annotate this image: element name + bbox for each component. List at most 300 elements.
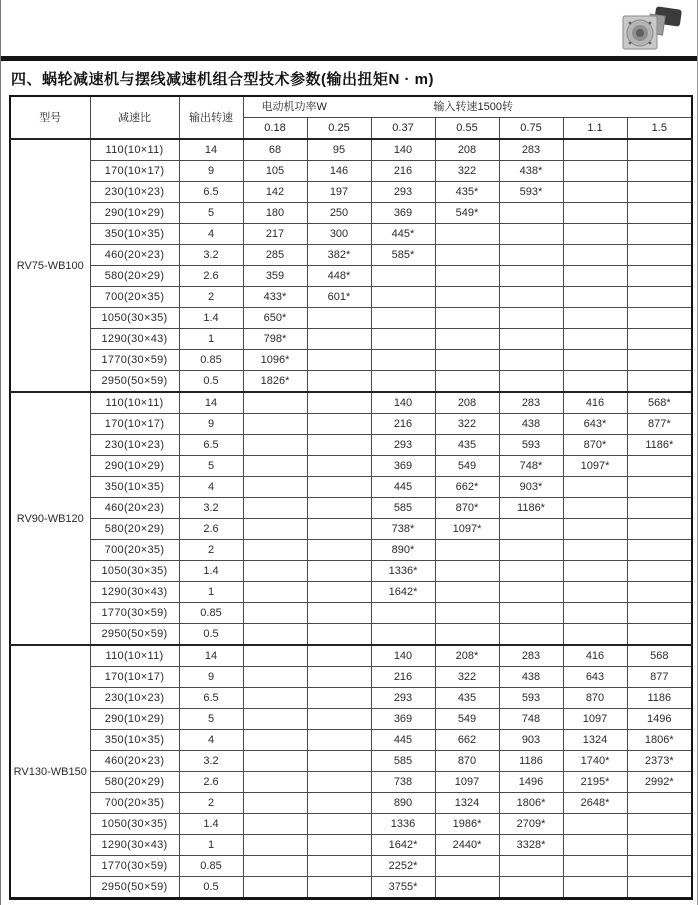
ratio-cell: 350(10×35) [90, 224, 179, 245]
torque-value-cell [307, 308, 371, 329]
torque-value-cell [435, 540, 499, 561]
torque-value-cell [243, 414, 307, 435]
output-speed-cell: 5 [179, 709, 243, 730]
output-speed-cell: 9 [179, 414, 243, 435]
torque-value-cell: 643* [563, 414, 627, 435]
torque-value-cell: 593 [499, 688, 563, 709]
table-row [10, 498, 692, 519]
torque-value-cell: 283 [499, 392, 563, 414]
torque-value-cell [371, 266, 435, 287]
torque-value-cell [627, 308, 692, 329]
output-speed-cell: 1 [179, 582, 243, 603]
header-power-0.18: 0.18 [243, 118, 307, 140]
torque-value-cell [307, 435, 371, 456]
torque-value-cell: 1740* [563, 751, 627, 772]
torque-value-cell [243, 582, 307, 603]
torque-value-cell: 601* [307, 287, 371, 308]
torque-value-cell [307, 498, 371, 519]
torque-value-cell [307, 582, 371, 603]
torque-value-cell [499, 266, 563, 287]
torque-value-cell [243, 877, 307, 899]
torque-value-cell [627, 139, 692, 161]
torque-value-cell: 1186* [627, 435, 692, 456]
torque-value-cell [563, 224, 627, 245]
torque-value-cell: 903* [499, 477, 563, 498]
ratio-cell: 290(10×29) [90, 709, 179, 730]
torque-value-cell [499, 582, 563, 603]
torque-value-cell [563, 561, 627, 582]
table-row [10, 730, 692, 751]
torque-value-cell [243, 772, 307, 793]
torque-value-cell [499, 203, 563, 224]
torque-value-cell [499, 329, 563, 350]
torque-value-cell: 283 [499, 139, 563, 161]
torque-value-cell [563, 308, 627, 329]
ratio-cell: 580(20×29) [90, 519, 179, 540]
torque-value-cell [563, 477, 627, 498]
output-speed-cell: 0.5 [179, 624, 243, 646]
table-row [10, 371, 692, 393]
table-row [10, 772, 692, 793]
torque-value-cell [627, 498, 692, 519]
torque-value-cell: 593* [499, 182, 563, 203]
torque-value-cell [435, 245, 499, 266]
torque-value-cell [243, 435, 307, 456]
torque-value-cell [563, 540, 627, 561]
torque-value-cell: 568* [627, 392, 692, 414]
ratio-cell: 700(20×35) [90, 287, 179, 308]
torque-value-cell: 140 [371, 645, 435, 667]
table-row [10, 139, 692, 161]
torque-value-cell [499, 287, 563, 308]
torque-value-cell: 322 [435, 667, 499, 688]
torque-value-cell [371, 329, 435, 350]
torque-value-cell: 197 [307, 182, 371, 203]
output-speed-cell: 0.5 [179, 371, 243, 393]
ratio-cell: 2950(50×59) [90, 371, 179, 393]
table-row [10, 161, 692, 182]
header-ratio: 减速比 [90, 96, 179, 139]
ratio-cell: 230(10×23) [90, 688, 179, 709]
torque-value-cell: 643 [563, 667, 627, 688]
torque-value-cell [627, 519, 692, 540]
torque-value-cell: 216 [371, 414, 435, 435]
torque-value-cell [371, 287, 435, 308]
torque-value-cell [563, 329, 627, 350]
output-speed-cell: 0.85 [179, 603, 243, 624]
torque-value-cell [307, 603, 371, 624]
table-row [10, 435, 692, 456]
torque-value-cell: 208* [435, 645, 499, 667]
torque-value-cell: 3755* [371, 877, 435, 899]
torque-value-cell [499, 877, 563, 899]
torque-value-cell [627, 203, 692, 224]
torque-value-cell: 585* [371, 245, 435, 266]
torque-value-cell: 433* [243, 287, 307, 308]
table-row [10, 519, 692, 540]
torque-value-cell [563, 624, 627, 646]
torque-value-cell [563, 835, 627, 856]
torque-value-cell: 1186 [499, 751, 563, 772]
output-speed-cell: 14 [179, 645, 243, 667]
torque-value-cell: 359 [243, 266, 307, 287]
torque-value-cell [243, 667, 307, 688]
torque-value-cell [243, 519, 307, 540]
output-speed-cell: 2 [179, 540, 243, 561]
torque-value-cell [563, 814, 627, 835]
torque-value-cell [563, 877, 627, 899]
ratio-cell: 290(10×29) [90, 203, 179, 224]
header-power-1.5: 1.5 [627, 118, 692, 140]
torque-value-cell [563, 350, 627, 371]
table-row [10, 456, 692, 477]
output-speed-cell: 2 [179, 793, 243, 814]
torque-value-cell [563, 161, 627, 182]
torque-value-cell [307, 856, 371, 877]
torque-value-cell: 1097 [435, 772, 499, 793]
torque-value-cell [243, 688, 307, 709]
torque-value-cell: 877 [627, 667, 692, 688]
table-row [10, 624, 692, 646]
torque-value-cell: 1324 [563, 730, 627, 751]
torque-value-cell: 1097 [563, 709, 627, 730]
torque-value-cell: 142 [243, 182, 307, 203]
torque-value-cell: 293 [371, 435, 435, 456]
torque-value-cell [371, 308, 435, 329]
torque-value-cell [627, 540, 692, 561]
torque-value-cell [627, 456, 692, 477]
torque-value-cell: 1642* [371, 582, 435, 603]
table-row [10, 308, 692, 329]
torque-value-cell [499, 603, 563, 624]
table-row [10, 877, 692, 899]
torque-value-cell [627, 266, 692, 287]
torque-value-cell: 435 [435, 688, 499, 709]
torque-value-cell: 435 [435, 435, 499, 456]
table-row [10, 245, 692, 266]
model-cell: RV90-WB120 [10, 392, 90, 645]
ratio-cell: 580(20×29) [90, 772, 179, 793]
torque-value-cell [435, 582, 499, 603]
torque-value-cell: 748 [499, 709, 563, 730]
torque-value-cell: 322 [435, 161, 499, 182]
torque-value-cell [563, 139, 627, 161]
torque-value-cell [563, 266, 627, 287]
parameters-table [9, 95, 693, 900]
torque-value-cell: 217 [243, 224, 307, 245]
torque-value-cell [435, 266, 499, 287]
torque-value-cell: 585 [371, 751, 435, 772]
torque-value-cell: 748* [499, 456, 563, 477]
torque-value-cell [307, 751, 371, 772]
torque-value-cell: 68 [243, 139, 307, 161]
torque-value-cell: 369 [371, 456, 435, 477]
torque-value-cell [307, 772, 371, 793]
torque-value-cell [243, 624, 307, 646]
torque-value-cell: 216 [371, 667, 435, 688]
output-speed-cell: 3.2 [179, 245, 243, 266]
output-speed-cell: 0.85 [179, 350, 243, 371]
torque-value-cell [243, 814, 307, 835]
torque-value-cell: 738 [371, 772, 435, 793]
torque-value-cell: 890 [371, 793, 435, 814]
torque-value-cell: 445 [371, 730, 435, 751]
torque-value-cell: 1806* [627, 730, 692, 751]
torque-value-cell: 208 [435, 139, 499, 161]
table-row [10, 477, 692, 498]
ratio-cell: 1050(30×35) [90, 814, 179, 835]
torque-value-cell: 293 [371, 182, 435, 203]
torque-value-cell: 1986* [435, 814, 499, 835]
torque-value-cell: 650* [243, 308, 307, 329]
torque-value-cell: 3328* [499, 835, 563, 856]
header-power-0.55: 0.55 [435, 118, 499, 140]
torque-value-cell: 1336 [371, 814, 435, 835]
torque-value-cell: 2992* [627, 772, 692, 793]
torque-value-cell [307, 835, 371, 856]
output-speed-cell: 1.4 [179, 308, 243, 329]
table-row [10, 540, 692, 561]
torque-value-cell [307, 456, 371, 477]
torque-value-cell: 369 [371, 203, 435, 224]
ratio-cell: 1290(30×43) [90, 835, 179, 856]
torque-value-cell [435, 224, 499, 245]
torque-value-cell [307, 667, 371, 688]
torque-value-cell: 1097* [435, 519, 499, 540]
torque-value-cell: 95 [307, 139, 371, 161]
torque-value-cell: 146 [307, 161, 371, 182]
header-group-cell [243, 96, 692, 118]
table-row [10, 561, 692, 582]
torque-value-cell [435, 308, 499, 329]
torque-value-cell: 1186 [627, 688, 692, 709]
table-header [10, 96, 692, 139]
torque-value-cell: 1806* [499, 793, 563, 814]
torque-value-cell: 445 [371, 477, 435, 498]
torque-value-cell [563, 519, 627, 540]
output-speed-cell: 9 [179, 667, 243, 688]
torque-value-cell [307, 688, 371, 709]
output-speed-cell: 2 [179, 287, 243, 308]
output-speed-cell: 6.5 [179, 688, 243, 709]
table-row [10, 603, 692, 624]
ratio-cell: 110(10×11) [90, 392, 179, 414]
ratio-cell: 460(20×23) [90, 245, 179, 266]
torque-value-cell [627, 877, 692, 899]
output-speed-cell: 1 [179, 835, 243, 856]
torque-value-cell [627, 561, 692, 582]
header-input-speed-label: 输入转速1500转 [433, 101, 513, 113]
torque-value-cell: 416 [563, 645, 627, 667]
table-row [10, 709, 692, 730]
torque-value-cell [499, 561, 563, 582]
torque-value-cell: 1496 [627, 709, 692, 730]
torque-value-cell [243, 392, 307, 414]
torque-value-cell [499, 224, 563, 245]
table-row [10, 793, 692, 814]
torque-value-cell: 208 [435, 392, 499, 414]
torque-value-cell: 877* [627, 414, 692, 435]
torque-value-cell: 2252* [371, 856, 435, 877]
torque-value-cell: 382* [307, 245, 371, 266]
header-row-groups [10, 96, 692, 118]
ratio-cell: 700(20×35) [90, 793, 179, 814]
torque-value-cell: 105 [243, 161, 307, 182]
torque-value-cell: 1336* [371, 561, 435, 582]
torque-value-cell: 283 [499, 645, 563, 667]
torque-value-cell [307, 350, 371, 371]
torque-value-cell: 870 [563, 688, 627, 709]
torque-value-cell: 903 [499, 730, 563, 751]
output-speed-cell: 14 [179, 392, 243, 414]
page-title: 四、蜗轮减速机与摆线减速机组合型技术参数(输出扭矩N · m) [11, 71, 434, 88]
torque-value-cell [627, 182, 692, 203]
ratio-cell: 1290(30×43) [90, 329, 179, 350]
torque-value-cell [371, 624, 435, 646]
table-row [10, 182, 692, 203]
torque-value-cell: 180 [243, 203, 307, 224]
torque-value-cell: 870* [563, 435, 627, 456]
model-cell: RV75-WB100 [10, 139, 90, 392]
torque-value-cell [307, 392, 371, 414]
table-row [10, 392, 692, 414]
torque-value-cell [627, 835, 692, 856]
torque-value-cell [499, 856, 563, 877]
torque-value-cell [435, 603, 499, 624]
torque-value-cell: 738* [371, 519, 435, 540]
torque-value-cell: 1186* [499, 498, 563, 519]
torque-value-cell [627, 329, 692, 350]
table-row [10, 350, 692, 371]
header-power-0.75: 0.75 [499, 118, 563, 140]
torque-value-cell [307, 793, 371, 814]
torque-value-cell [627, 161, 692, 182]
ratio-cell: 580(20×29) [90, 266, 179, 287]
torque-value-cell [627, 793, 692, 814]
torque-value-cell: 2195* [563, 772, 627, 793]
output-speed-cell: 0.5 [179, 877, 243, 899]
torque-value-cell [371, 603, 435, 624]
ratio-cell: 700(20×35) [90, 540, 179, 561]
page-header-margin [1, 0, 697, 56]
output-speed-cell: 4 [179, 224, 243, 245]
table-row [10, 266, 692, 287]
torque-value-cell [627, 287, 692, 308]
torque-value-cell [243, 498, 307, 519]
ratio-cell: 230(10×23) [90, 435, 179, 456]
torque-value-cell [435, 287, 499, 308]
torque-value-cell: 662* [435, 477, 499, 498]
torque-value-cell [243, 856, 307, 877]
table-row [10, 667, 692, 688]
header-power-0.37: 0.37 [371, 118, 435, 140]
torque-value-cell: 322 [435, 414, 499, 435]
torque-value-cell: 250 [307, 203, 371, 224]
torque-value-cell [499, 350, 563, 371]
torque-value-cell [499, 245, 563, 266]
torque-value-cell [563, 287, 627, 308]
output-speed-cell: 2.6 [179, 266, 243, 287]
torque-value-cell: 549 [435, 456, 499, 477]
ratio-cell: 350(10×35) [90, 477, 179, 498]
torque-value-cell [435, 329, 499, 350]
header-power-0.25: 0.25 [307, 118, 371, 140]
worm-gear-reducer-photo-icon [613, 2, 685, 52]
output-speed-cell: 4 [179, 477, 243, 498]
torque-value-cell: 2709* [499, 814, 563, 835]
torque-value-cell [627, 477, 692, 498]
torque-value-cell: 438 [499, 414, 563, 435]
ratio-cell: 1770(30×59) [90, 603, 179, 624]
header-power-1.1: 1.1 [563, 118, 627, 140]
torque-value-cell [499, 540, 563, 561]
torque-value-cell [435, 877, 499, 899]
torque-value-cell: 798* [243, 329, 307, 350]
ratio-cell: 230(10×23) [90, 182, 179, 203]
torque-value-cell: 448* [307, 266, 371, 287]
torque-value-cell [307, 414, 371, 435]
ratio-cell: 1050(30×35) [90, 561, 179, 582]
output-speed-cell: 1.4 [179, 814, 243, 835]
torque-value-cell [307, 624, 371, 646]
torque-value-cell [627, 224, 692, 245]
torque-value-cell: 890* [371, 540, 435, 561]
torque-value-cell [563, 182, 627, 203]
torque-value-cell [243, 561, 307, 582]
torque-value-cell: 1826* [243, 371, 307, 393]
output-speed-cell: 3.2 [179, 498, 243, 519]
torque-value-cell: 435* [435, 182, 499, 203]
ratio-cell: 1770(30×59) [90, 350, 179, 371]
torque-value-cell [435, 856, 499, 877]
torque-value-cell: 438 [499, 667, 563, 688]
torque-value-cell: 1096* [243, 350, 307, 371]
torque-value-cell [499, 308, 563, 329]
torque-value-cell: 1496 [499, 772, 563, 793]
torque-value-cell [435, 371, 499, 393]
model-cell: RV130-WB150 [10, 645, 90, 899]
torque-value-cell [563, 203, 627, 224]
ratio-cell: 1290(30×43) [90, 582, 179, 603]
ratio-cell: 460(20×23) [90, 751, 179, 772]
torque-value-cell [307, 645, 371, 667]
torque-value-cell [243, 603, 307, 624]
output-speed-cell: 6.5 [179, 182, 243, 203]
torque-value-cell [627, 371, 692, 393]
ratio-cell: 110(10×11) [90, 139, 179, 161]
torque-value-cell [627, 350, 692, 371]
table-row [10, 688, 692, 709]
torque-value-cell [243, 751, 307, 772]
header-motor-power-label: 电动机功率W [261, 101, 327, 113]
table-row [10, 329, 692, 350]
torque-value-cell [563, 245, 627, 266]
torque-value-cell [243, 540, 307, 561]
output-speed-cell: 5 [179, 456, 243, 477]
torque-value-cell [563, 603, 627, 624]
torque-value-cell: 216 [371, 161, 435, 182]
torque-value-cell [627, 814, 692, 835]
torque-value-cell: 140 [371, 139, 435, 161]
torque-value-cell [307, 371, 371, 393]
ratio-cell: 2950(50×59) [90, 877, 179, 899]
torque-value-cell: 549* [435, 203, 499, 224]
torque-value-cell: 293 [371, 688, 435, 709]
torque-value-cell [627, 856, 692, 877]
ratio-cell: 2950(50×59) [90, 624, 179, 646]
torque-value-cell [371, 350, 435, 371]
torque-value-cell: 285 [243, 245, 307, 266]
